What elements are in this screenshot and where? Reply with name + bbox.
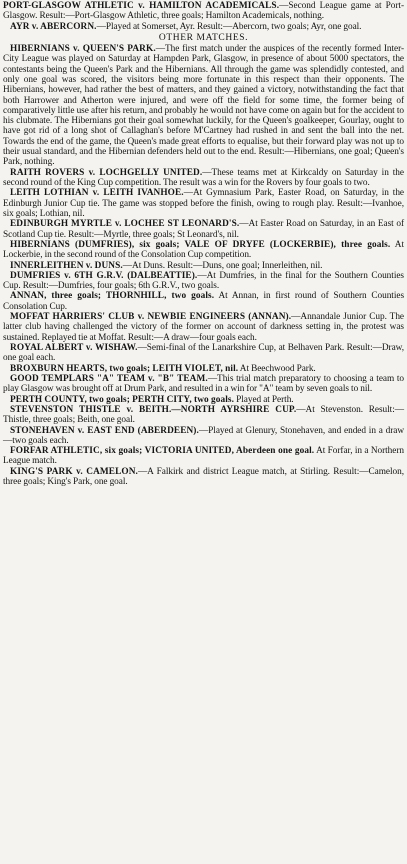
match-title: GOOD TEMPLARS "A" TEAM v. "B" TEAM. bbox=[10, 373, 208, 384]
match-report bbox=[3, 168, 404, 189]
match-text: —A Falkirk and district League match, at Stirling. Result:—Camelon, three goals; King's Park, one goal. bbox=[3, 466, 404, 488]
match-title: STONEHAVEN v. EAST END (ABERDEEN). bbox=[10, 425, 199, 436]
match-report bbox=[3, 446, 404, 467]
match-title: LEITH LOTHIAN v. LEITH IVANHOE. bbox=[10, 188, 184, 199]
match-title: ROYAL ALBERT v. WISHAW. bbox=[10, 343, 138, 353]
match-report bbox=[3, 374, 404, 395]
match-report bbox=[3, 343, 404, 364]
match-report bbox=[3, 188, 404, 219]
match-title: FORFAR ATHLETIC, six goals; VICTORIA UNITED, Aberdeen one goal. bbox=[10, 446, 315, 457]
match-title: HIBERNIANS (DUMFRIES), six goals; VALE OF DRYFE (LOCKERBIE), three goals. bbox=[10, 239, 391, 250]
match-text: —At Stevenston. Result:—Thistle, three goals; Beith, one goal. bbox=[3, 404, 404, 426]
match-report bbox=[3, 395, 404, 405]
match-title: STEVENSTON THISTLE v. BEITH.—NORTH AYRSHIRE CUP. bbox=[10, 404, 297, 415]
match-report bbox=[3, 219, 404, 240]
match-title: RAITH ROVERS v. LOCHGELLY UNITED. bbox=[10, 167, 203, 178]
match-title: INNERLEITHEN v. DUNS. bbox=[10, 260, 123, 271]
match-text: —These teams met at Kirkcaldy on Saturday in the second round of the King Cup competition. The result was a win for the Rovers by four goals to two. bbox=[3, 167, 404, 188]
match-title: BROXBURN HEARTS, two goals; LEITH VIOLET, nil. bbox=[10, 363, 239, 374]
match-title: HIBERNIANS v. QUEEN'S PARK. bbox=[10, 43, 156, 54]
match-report bbox=[3, 467, 404, 488]
match-report bbox=[3, 364, 404, 374]
match-title: AYR v. ABERCORN. bbox=[10, 21, 97, 32]
match-text: —At Gymnasium Park, Easter Road, on Saturday, in the Edinburgh Junior Cup tie. The game was stopped before the finish, owing to rough play. Result:—Ivanhoe, six goals; Lothian, nil. bbox=[3, 188, 404, 219]
match-title: EDINBURGH MYRTLE v. LOCHEE ST LEONARD'S. bbox=[10, 219, 240, 230]
match-report bbox=[3, 22, 404, 32]
section-heading: OTHER MATCHES. bbox=[158, 32, 249, 43]
match-title: KING'S PARK v. CAMELON. bbox=[10, 466, 138, 477]
match-text: —Played at Glenury, Stonehaven, and ended in a draw—two goals each. bbox=[3, 425, 404, 446]
match-report bbox=[3, 1, 404, 22]
match-report bbox=[3, 44, 404, 168]
match-text: —Annandale Junior Cup. The latter club having challenged the victory of the former on account of darkness setting in, the protest was sustained. Replayed tie at Moffat. Result:—A draw—four goals each. bbox=[3, 312, 404, 343]
match-report bbox=[3, 271, 404, 292]
match-title: PERTH COUNTY, two goals; PERTH CITY, two goals. bbox=[10, 394, 235, 405]
match-text: —This trial match preparatory to choosing a team to play Glasgow was brought off at Drum Park, and resulted in a win for "A" team by seven goals to nil. bbox=[3, 373, 404, 395]
match-text: —Played at Somerset, Ayr. Result:—Abercorn, two goals; Ayr, one goal. bbox=[96, 21, 362, 32]
match-report bbox=[3, 240, 404, 261]
match-report bbox=[3, 261, 404, 271]
match-text: —At Easter Road on Saturday, in an East of Scotland Cup tie. Result:—Myrtle, three goals; St Leonard's, nil. bbox=[3, 219, 404, 240]
match-text: —At Dumfries, in the final for the Southern Counties Cup. Result:—Dumfries, four goals; 6th G.R.V., two goals. bbox=[3, 270, 404, 292]
match-text: —Second League game at Port-Glasgow. Result:—Port-Glasgow Athletic, three goals; Hamilton Academicals, nothing. bbox=[3, 1, 404, 22]
match-text: At Forfar, in a Northern League match. bbox=[3, 446, 404, 467]
match-text: —Semi-final of the Lanarkshire Cup, at Belhaven Park. Result:—Draw, one goal each. bbox=[3, 343, 404, 364]
match-text: —The first match under the auspices of the recently formed Inter-City League was played on Saturday at Hampden Park, Glasgow, in presence of about 5000 spectators, the contestants being the Queen's Park and the Hibernians. All through the game was splendidly contested, and only one goal was scored, the visitors being more fortunate in this respect than their opponents. The Hibernians, however, had rather the best of matters, and they gained a victory, notwithstanding the fact that both Harrower and Atherton were injured, and were off the field for some time, the former being of comparatively little use after his return, and probably he would not have come on again but for the accident to his clubmate. The Hibernians got their goal somewhat luckily, for the Queen's goalkeeper, Gourlay, ought to have got rid of a long shot of Callaghan's before M'Cartney had rushed in and sent the ball into the net. Towards the end of the game, the Queen's made great efforts to equalise, but their forward play was not up to their usual standard, and the Hibernian defenders held out to the end. Result:—Hibernians, one goal; Queen's Park, nothing. bbox=[3, 43, 404, 168]
match-title: PORT-GLASGOW ATHLETIC v. HAMILTON ACADEMICALS. bbox=[3, 1, 280, 11]
match-report bbox=[3, 312, 404, 343]
match-report bbox=[3, 426, 404, 447]
match-text: At Beechwood Park. bbox=[239, 363, 316, 374]
match-title: DUMFRIES v. 6TH G.R.V. (DALBEATTIE). bbox=[10, 270, 198, 281]
match-report bbox=[3, 291, 404, 312]
match-text: Played at Perth. bbox=[236, 394, 294, 405]
match-title: ANNAN, three goals; THORNHILL, two goals. bbox=[10, 291, 215, 302]
match-title: MOFFAT HARRIERS' CLUB v. NEWBIE ENGINEERS (ANNAN). bbox=[10, 312, 292, 323]
match-report bbox=[3, 405, 404, 426]
match-text: —At Duns. Result:—Duns, one goal; Innerleithen, nil. bbox=[122, 260, 323, 271]
match-text: At Annan, in first round of Southern Counties Consolation Cup. bbox=[3, 291, 405, 312]
match-text: At Lockerbie, in the second round of the Consolation Cup competition. bbox=[3, 239, 404, 261]
